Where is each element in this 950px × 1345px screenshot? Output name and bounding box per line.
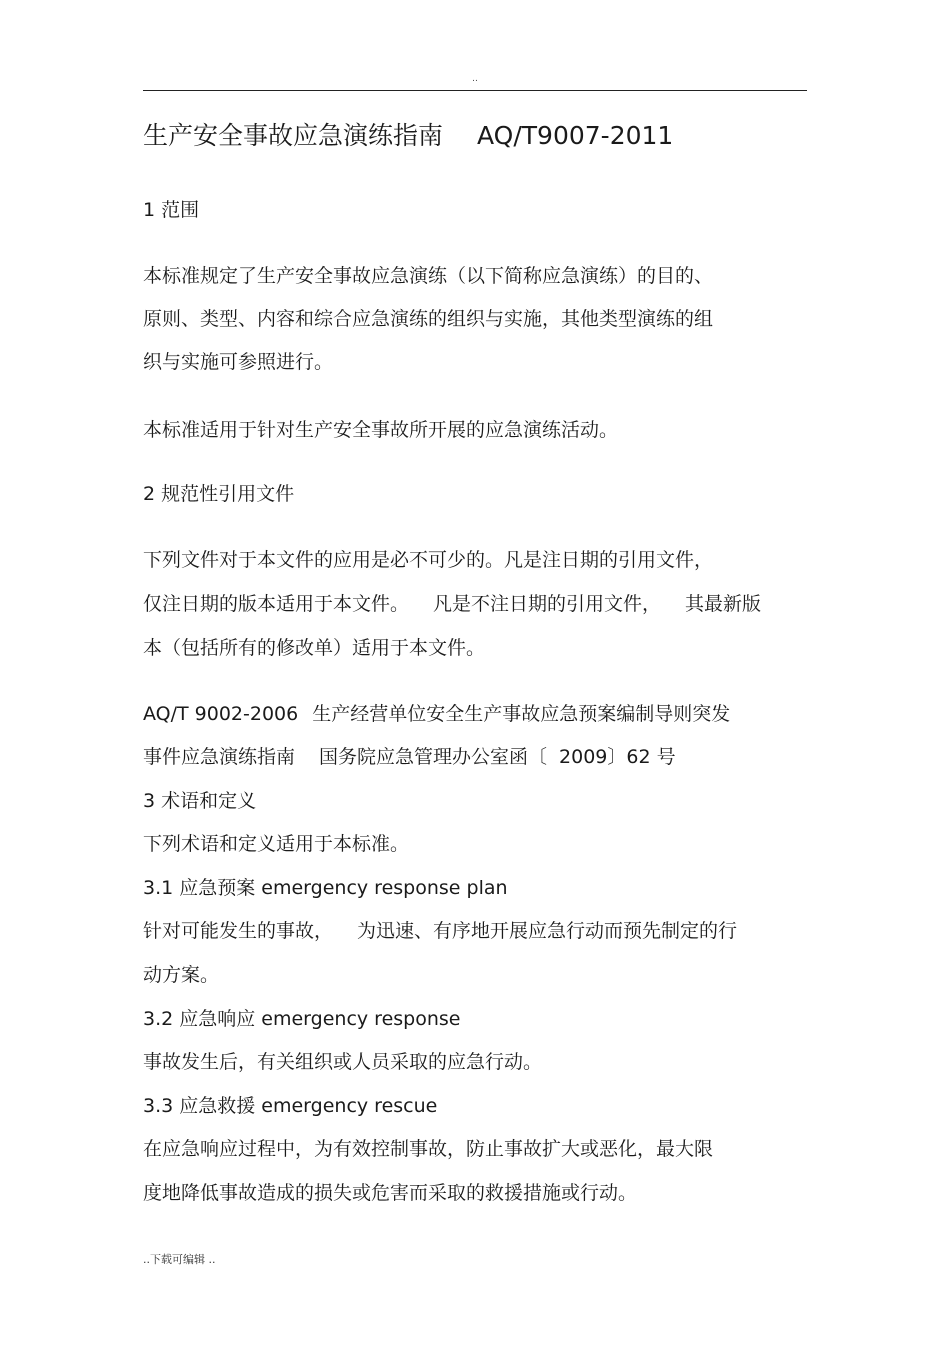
paragraph-line: 原则、类型、内容和综合应急演练的组织与实施，其他类型演练的组 [143, 308, 714, 330]
reference-title: 事件应急演练指南 [143, 746, 296, 768]
text-segment: 针对可能发生的事故， [143, 920, 334, 942]
title-code: AQ/T9007-2011 [477, 121, 674, 150]
paragraph-line: 动方案。 [143, 964, 220, 986]
paragraph-line [143, 919, 737, 943]
paragraph-line: 下列文件对于本文件的应用是必不可少的。凡是注日期的引用文件， [143, 549, 714, 571]
reference-number: 2009〕62 号 [559, 746, 676, 768]
paragraph-line: 织与实施可参照进行。 [143, 351, 334, 373]
text-segment: 凡是不注日期的引用文件， [433, 593, 662, 615]
footer-text: ..下载可编辑 .. [143, 1253, 216, 1266]
section-2-heading: 2 规范性引用文件 [143, 483, 295, 505]
reference-line [143, 745, 676, 769]
reference-issuer: 国务院应急管理办公室函〔 [319, 746, 548, 768]
section-3-heading: 3 术语和定义 [143, 790, 257, 812]
text-segment: 为迅速、有序地开展应急行动而预先制定的行 [357, 920, 738, 942]
paragraph-line [143, 592, 761, 616]
paragraph-line: 度地降低事故造成的损失或危害而采取的救援措施或行动。 [143, 1182, 638, 1204]
paragraph-line: 本标准适用于针对生产安全事故所开展的应急演练活动。 [143, 419, 619, 441]
paragraph-line: 在应急响应过程中，为有效控制事故，防止事故扩大或恶化，最大限 [143, 1138, 714, 1160]
header-rule [143, 90, 807, 91]
reference-code: AQ/T 9002-2006 [143, 703, 299, 725]
reference-title: 生产经营单位安全生产事故应急预案编制导则突发 [312, 703, 731, 725]
text-segment: 仅注日期的版本适用于本文件。 [143, 593, 410, 615]
reference-line [143, 702, 730, 726]
term-3-2-heading: 3.2 应急响应 emergency response [143, 1008, 461, 1030]
paragraph-line: 本（包括所有的修改单）适用于本文件。 [143, 637, 486, 659]
paragraph-line: 下列术语和定义适用于本标准。 [143, 833, 410, 855]
section-1-heading: 1 范围 [143, 199, 200, 221]
header-mark: .. [472, 74, 478, 84]
title-main: 生产安全事故应急演练指南 [143, 121, 444, 150]
paragraph-line: 本标准规定了生产安全事故应急演练（以下简称应急演练）的目的、 [143, 265, 714, 287]
term-3-3-heading: 3.3 应急救援 emergency rescue [143, 1095, 438, 1117]
paragraph-line: 事故发生后，有关组织或人员采取的应急行动。 [143, 1051, 543, 1073]
text-segment: 其最新版 [685, 593, 762, 615]
term-3-1-heading: 3.1 应急预案 emergency response plan [143, 877, 508, 899]
document-title [143, 121, 673, 151]
